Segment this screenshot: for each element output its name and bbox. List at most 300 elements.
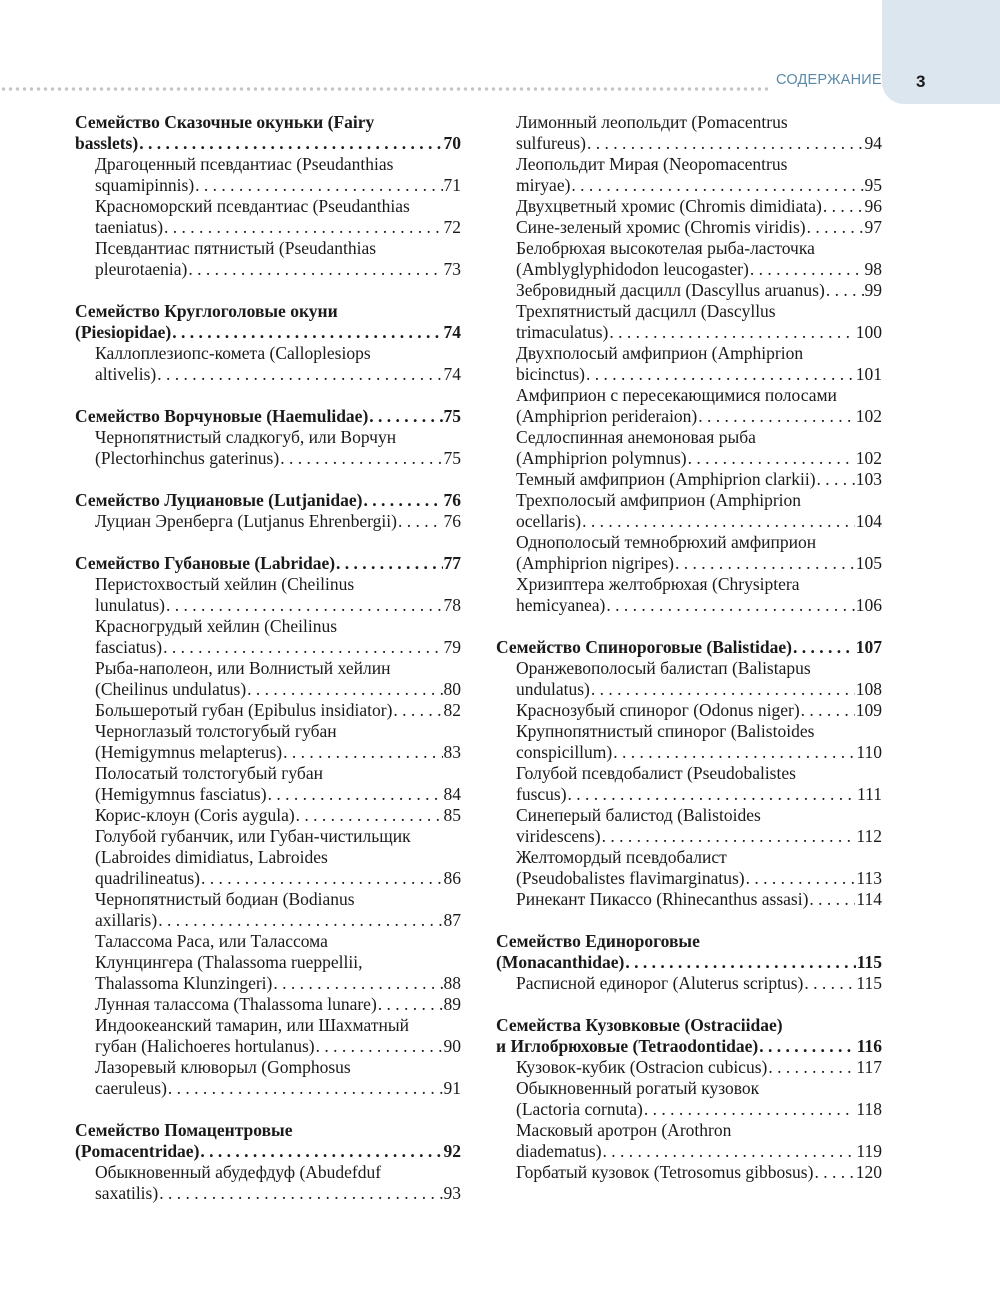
section-title: СОДЕРЖАНИЕ [776, 72, 882, 88]
toc-entry [496, 763, 882, 805]
toc-entry [75, 721, 461, 763]
toc-line [95, 175, 461, 196]
page-ref: 102 [855, 406, 882, 426]
toc-entry [496, 112, 882, 154]
family-heading [75, 1120, 461, 1162]
toc-line [95, 973, 461, 994]
dot-leader [273, 973, 442, 994]
toc-line [516, 679, 882, 700]
dot-leader [369, 406, 442, 427]
page-ref: 109 [855, 700, 882, 720]
page-ref: 91 [443, 1078, 461, 1098]
page-ref: 119 [856, 1141, 882, 1161]
dot-leader [809, 889, 855, 910]
toc-entry [496, 154, 882, 196]
toc-entry [75, 805, 461, 826]
toc-line [95, 805, 461, 826]
toc-text: Красноморский псевдантиас (Pseudanthias [95, 196, 410, 216]
toc-line [516, 259, 882, 280]
dot-leader [164, 217, 442, 238]
page-number-tab [882, 0, 1000, 104]
toc-column-right [496, 112, 882, 1204]
page-ref: 79 [443, 637, 461, 657]
toc-text: Лунная талассома (Thalassoma lunare) [95, 994, 377, 1014]
toc-line [95, 595, 461, 616]
toc-entry [496, 847, 882, 889]
toc-entry [496, 721, 882, 763]
toc-entry [496, 532, 882, 574]
toc-entry [496, 1057, 882, 1078]
page-ref: 118 [856, 1099, 882, 1119]
toc-entry [496, 217, 882, 238]
toc-line [95, 511, 461, 532]
toc-text: diadematus) [516, 1141, 602, 1161]
page-ref: 89 [443, 994, 461, 1014]
dot-leader [750, 259, 864, 280]
toc-text: pleurotaenia) [95, 259, 188, 279]
dot-leader [625, 952, 855, 973]
dot-leader [801, 700, 855, 721]
toc-line [516, 826, 882, 847]
dot-leader [804, 973, 855, 994]
toc-line [95, 679, 461, 700]
toc-entry [496, 889, 882, 910]
toc-entry [496, 1162, 882, 1183]
page-ref: 116 [856, 1036, 882, 1056]
dot-leader [817, 469, 855, 490]
family-heading [496, 931, 882, 973]
page-ref: 77 [443, 553, 461, 573]
toc-text: (Labroides dimidiatus, Labroides [95, 847, 328, 867]
family-heading [75, 112, 461, 154]
page-ref: 73 [443, 259, 461, 279]
page-ref: 102 [855, 448, 882, 468]
toc-text: Сине-зеленый хромис (Chromis viridis) [516, 217, 806, 237]
toc-text: Красногрудый хейлин (Cheilinus [95, 616, 338, 636]
family-heading [75, 406, 461, 427]
toc-text: Голубой псевдобалист (Pseudobalistes [516, 763, 796, 783]
toc-line [516, 1162, 882, 1183]
family-heading [75, 301, 461, 343]
toc-line [516, 217, 882, 238]
page-ref: 100 [855, 322, 882, 342]
dot-leader [759, 1036, 855, 1057]
toc-line [95, 448, 461, 469]
toc-text: hemicyanea) [516, 595, 606, 615]
toc-text: axillaris) [95, 910, 158, 930]
toc-family [75, 301, 461, 385]
toc-text: trimaculatus) [516, 322, 609, 342]
toc-line [95, 784, 461, 805]
dot-leader [200, 1141, 442, 1162]
toc-text: undulatus) [516, 679, 590, 699]
toc-entry [75, 889, 461, 931]
toc-text: Ринекант Пикассо (Rhinecanthus assasi) [516, 889, 809, 909]
page-ref: 74 [443, 364, 461, 384]
toc-text: Драгоценный псевдантиас (Pseudanthias [95, 154, 394, 174]
toc-line [496, 952, 882, 973]
toc-entry [75, 931, 461, 994]
page-ref: 86 [443, 868, 461, 888]
page-ref: 107 [855, 637, 882, 657]
dot-leader [793, 637, 855, 658]
page-ref: 113 [856, 868, 882, 888]
toc-line [516, 406, 882, 427]
page-ref: 99 [864, 280, 882, 300]
toc-family [496, 637, 882, 910]
dot-leader [166, 595, 443, 616]
page-ref: 104 [855, 511, 882, 531]
toc-entry [75, 574, 461, 616]
toc-line [516, 1057, 882, 1078]
toc-entry [75, 196, 461, 238]
toc-text: Семейства Кузовковые (Ostraciidae) [496, 1015, 783, 1035]
page-ref: 71 [443, 175, 461, 195]
toc-entry [496, 301, 882, 343]
toc-entry [75, 238, 461, 280]
toc-text: Трехпятнистый дасцилл (Dascyllus [516, 301, 776, 321]
toc-line [516, 553, 882, 574]
toc-line [496, 637, 882, 658]
toc-family [75, 490, 461, 532]
toc-line [516, 322, 882, 343]
toc-text: miryae) [516, 175, 571, 195]
toc-line [516, 511, 882, 532]
page-ref: 76 [443, 490, 461, 510]
toc-text: Черноглазый толстогубый губан [95, 721, 337, 741]
toc-text: (Amphiprion perideraion) [516, 406, 698, 426]
toc-text: Расписной единорог (Aluterus scriptus) [516, 973, 804, 993]
toc-text: Желтомордый псевдобалист [516, 847, 727, 867]
toc-text: altivelis) [95, 364, 157, 384]
page-ref: 84 [443, 784, 461, 804]
toc-text: Лимонный леопольдит (Pomacentrus [516, 112, 788, 132]
toc-text: (Pseudobalistes flavimarginatus) [516, 868, 745, 888]
toc-text: Белобрюхая высокотелая рыба-ласточка [516, 238, 815, 258]
toc-entry [75, 427, 461, 469]
toc-column-left [75, 112, 461, 1225]
dot-leader [826, 280, 864, 301]
toc-text: (Hemigymnus melapterus) [95, 742, 283, 762]
toc-entry [75, 994, 461, 1015]
toc-line [496, 1036, 882, 1057]
page-ref: 87 [443, 910, 461, 930]
dot-leader [188, 259, 442, 280]
dot-leader [602, 826, 856, 847]
dot-leader [644, 1099, 856, 1120]
toc-line [95, 700, 461, 721]
toc-text: Амфиприон с пересекающимися полосами [516, 385, 837, 405]
toc-text: Седлоспинная анемоновая рыба [516, 427, 756, 447]
toc-line [75, 322, 461, 343]
toc-line [95, 910, 461, 931]
toc-line [75, 490, 461, 511]
page-ref: 112 [856, 826, 882, 846]
page-ref: 114 [856, 889, 882, 909]
dot-leader [688, 448, 855, 469]
toc-text: Полосатый толстогубый губан [95, 763, 323, 783]
page-ref: 96 [864, 196, 882, 216]
page-ref: 93 [443, 1183, 461, 1203]
toc-text: губан (Halichoeres hortulanus) [95, 1036, 315, 1056]
toc-line [95, 637, 461, 658]
toc-line [95, 994, 461, 1015]
toc-text: Большеротый губан (Epibulus insidiator) [95, 700, 393, 720]
toc-text: Чернопятнистый бодиан (Bodianus [95, 889, 355, 909]
dot-leader [139, 133, 442, 154]
toc-entry [496, 1120, 882, 1162]
toc-text: ocellaris) [516, 511, 582, 531]
toc-text: Голубой губанчик, или Губан-чистильщик [95, 826, 411, 846]
toc-line [95, 1183, 461, 1204]
page-ref: 92 [443, 1141, 461, 1161]
toc-text: lunulatus) [95, 595, 165, 615]
dot-leader [201, 868, 443, 889]
toc-family [75, 112, 461, 280]
page-ref: 120 [855, 1162, 882, 1182]
toc-line [516, 364, 882, 385]
toc-text: Семейство Сказочные окуньки (Fairy [75, 112, 375, 132]
toc-line [95, 1036, 461, 1057]
toc-text: Thalassoma Klunzingeri) [95, 973, 273, 993]
toc-text: saxatilis) [95, 1183, 159, 1203]
toc-line [516, 868, 882, 889]
toc-text: Луциан Эренберга (Lutjanus Ehrenbergii) [95, 511, 397, 531]
toc-text: Леопольдит Мирая (Neopomacentrus [516, 154, 788, 174]
toc-text: Обыкновенный абудефдуф (Abudefduf [95, 1162, 382, 1182]
toc-text: Двухполосый амфиприон (Amphiprion [516, 343, 804, 363]
toc-line [95, 217, 461, 238]
toc-text: viridescens) [516, 826, 601, 846]
toc-entry [75, 1015, 461, 1057]
toc-text: basslets) [75, 133, 139, 153]
toc-family [496, 1015, 882, 1183]
toc-family [496, 112, 882, 616]
toc-entry [75, 826, 461, 889]
toc-text: Псевдантиас пятнистый (Pseudanthias [95, 238, 377, 258]
toc-entry [496, 196, 882, 217]
toc-family [75, 406, 461, 469]
page-ref: 115 [856, 973, 882, 993]
toc-entry [496, 658, 882, 700]
toc-text: Хризиптера желтобрюхая (Chrysiptera [516, 574, 800, 594]
toc-entry [496, 469, 882, 490]
page-ref: 95 [864, 175, 882, 195]
toc-text: (Hemigymnus fasciatus) [95, 784, 267, 804]
dot-leader [393, 700, 442, 721]
toc-text: Перистохвостый хейлин (Cheilinus [95, 574, 355, 594]
toc-text: Горбатый кузовок (Tetrosomus gibbosus) [516, 1162, 814, 1182]
toc-entry [496, 427, 882, 469]
toc-text: taeniatus) [95, 217, 164, 237]
dot-leader [814, 1162, 854, 1183]
page-ref: 75 [443, 448, 461, 468]
toc-entry [75, 1162, 461, 1204]
toc-entry [496, 805, 882, 847]
toc-line [516, 448, 882, 469]
toc-line [516, 175, 882, 196]
dot-leader [378, 994, 443, 1015]
toc-text: Семейство Ворчуновые (Haemulidae) [75, 406, 369, 426]
page-ref: 72 [443, 217, 461, 237]
toc-text: Семейство Луциановые (Lutjanidae) [75, 490, 363, 510]
toc-text: (Amphiprion nigripes) [516, 553, 674, 573]
toc-text: Темный амфиприон (Amphiprion clarkii) [516, 469, 816, 489]
toc-family [496, 931, 882, 994]
dot-leader [163, 637, 442, 658]
family-heading [75, 553, 461, 574]
dot-leader [363, 490, 442, 511]
dot-leader [398, 511, 443, 532]
toc-text: squamipinnis) [95, 175, 195, 195]
page-ref: 94 [864, 133, 882, 153]
dot-leader [316, 1036, 443, 1057]
toc-entry [496, 973, 882, 994]
dot-leader [613, 742, 855, 763]
dot-leader [296, 805, 443, 826]
dot-leader [159, 1183, 442, 1204]
toc-text: fasciatus) [95, 637, 163, 657]
toc-text: quadrilineatus) [95, 868, 200, 888]
toc-line [95, 868, 461, 889]
toc-text: Семейство Помацентровые [75, 1120, 293, 1140]
toc-entry [496, 385, 882, 427]
toc-text: Оранжевополосый балистап (Balistapus [516, 658, 811, 678]
toc-line [516, 133, 882, 154]
toc-text: Рыба-наполеон, или Волнистый хейлин [95, 658, 391, 678]
toc-entry [496, 700, 882, 721]
page-ref: 97 [864, 217, 882, 237]
toc-text: (Cheilinus undulatus) [95, 679, 247, 699]
toc-line [516, 196, 882, 217]
toc-text: fuscus) [516, 784, 567, 804]
toc-line [95, 364, 461, 385]
page-ref: 98 [864, 259, 882, 279]
dot-leader [675, 553, 855, 574]
toc-entry [496, 280, 882, 301]
dot-leader [568, 784, 857, 805]
toc-text: (Lactoria cornuta) [516, 1099, 643, 1119]
toc-family [75, 1120, 461, 1204]
toc-entry [75, 154, 461, 196]
toc-entry [496, 490, 882, 532]
toc-text: Индоокеанский тамарин, или Шахматный [95, 1015, 409, 1035]
toc-line [516, 280, 882, 301]
toc-line [516, 742, 882, 763]
toc-line [516, 700, 882, 721]
toc-line [95, 742, 461, 763]
dot-leader [168, 1078, 443, 1099]
toc-line [75, 406, 461, 427]
toc-text: и Иглобрюховые (Tetraodontidae) [496, 1036, 759, 1056]
page-ref: 75 [443, 406, 461, 426]
page-ref: 105 [855, 553, 882, 573]
dot-leader [195, 175, 442, 196]
toc-text: bicinctus) [516, 364, 586, 384]
toc-text: Краснозубый спинорог (Odonus niger) [516, 700, 800, 720]
page-ref: 106 [855, 595, 882, 615]
toc-line [516, 1099, 882, 1120]
toc-text: Корис-клоун (Coris aygula) [95, 805, 295, 825]
family-heading [75, 490, 461, 511]
toc-text: Трехполосый амфиприон (Amphiprion [516, 490, 802, 510]
dot-leader [283, 742, 442, 763]
toc-line [516, 1141, 882, 1162]
toc-text: Синеперый балистод (Balistoides [516, 805, 761, 825]
dot-leader [698, 406, 854, 427]
dot-leader [586, 364, 855, 385]
toc-text: Масковый аротрон (Arothron [516, 1120, 732, 1140]
dot-leader [336, 553, 442, 574]
page-ref: 108 [855, 679, 882, 699]
toc-text: Клунцингера (Thalassoma rueppellii, [95, 952, 363, 972]
page-ref: 117 [856, 1057, 882, 1077]
toc-text: (Pomacentridae) [75, 1141, 200, 1161]
toc-entry [75, 511, 461, 532]
page-ref: 110 [856, 742, 882, 762]
family-heading [496, 1015, 882, 1057]
toc-entry [496, 238, 882, 280]
dot-leader [582, 511, 855, 532]
toc-text: Талассома Раса, или Талассома [95, 931, 328, 951]
toc-entry [75, 616, 461, 658]
page-ref: 115 [856, 952, 882, 972]
toc-line [516, 973, 882, 994]
page-number: 3 [916, 72, 926, 91]
toc-line [516, 595, 882, 616]
toc-text: (Amblyglyphidodon leucogaster) [516, 259, 749, 279]
dot-leader [603, 1141, 856, 1162]
toc-entry [75, 658, 461, 700]
page-ref: 70 [443, 133, 461, 153]
toc-line [516, 784, 882, 805]
toc-text: conspicillum) [516, 742, 613, 762]
toc-text: (Plectorhinchus gaterinus) [95, 448, 280, 468]
page-ref: 90 [443, 1036, 461, 1056]
toc-text: (Piesiopidae) [75, 322, 172, 342]
page-ref: 85 [443, 805, 461, 825]
toc-entry [496, 343, 882, 385]
dot-leader [591, 679, 855, 700]
toc-family [75, 553, 461, 1099]
toc-text: Кузовок-кубик (Ostracion cubicus) [516, 1057, 768, 1077]
page-ref: 82 [443, 700, 461, 720]
dot-leader [587, 133, 864, 154]
page-ref: 78 [443, 595, 461, 615]
toc-text: (Monacanthidae) [496, 952, 625, 972]
toc-text: Каллоплезиопс-комета (Calloplesiops [95, 343, 371, 363]
dot-leader [823, 196, 864, 217]
page-ref: 76 [443, 511, 461, 531]
dot-leader [157, 364, 442, 385]
dot-leader [768, 1057, 855, 1078]
toc-text: Обыкновенный рогатый кузовок [516, 1078, 760, 1098]
dot-leader [158, 910, 442, 931]
toc-entry [75, 1057, 461, 1099]
toc-text: Крупнопятнистый спинорог (Balistoides [516, 721, 815, 741]
toc-text: Семейство Единороговые [496, 931, 700, 951]
toc-text: Однополосый темнобрюхий амфиприон [516, 532, 817, 552]
toc-line [75, 553, 461, 574]
dot-leader [268, 784, 443, 805]
toc-text: Зебровидный дасцилл (Dascyllus aruanus) [516, 280, 825, 300]
dot-leader [280, 448, 442, 469]
family-heading [496, 637, 882, 658]
toc-text: sulfureus) [516, 133, 586, 153]
page-ref: 74 [443, 322, 461, 342]
dot-leader [746, 868, 856, 889]
dot-leader [247, 679, 442, 700]
